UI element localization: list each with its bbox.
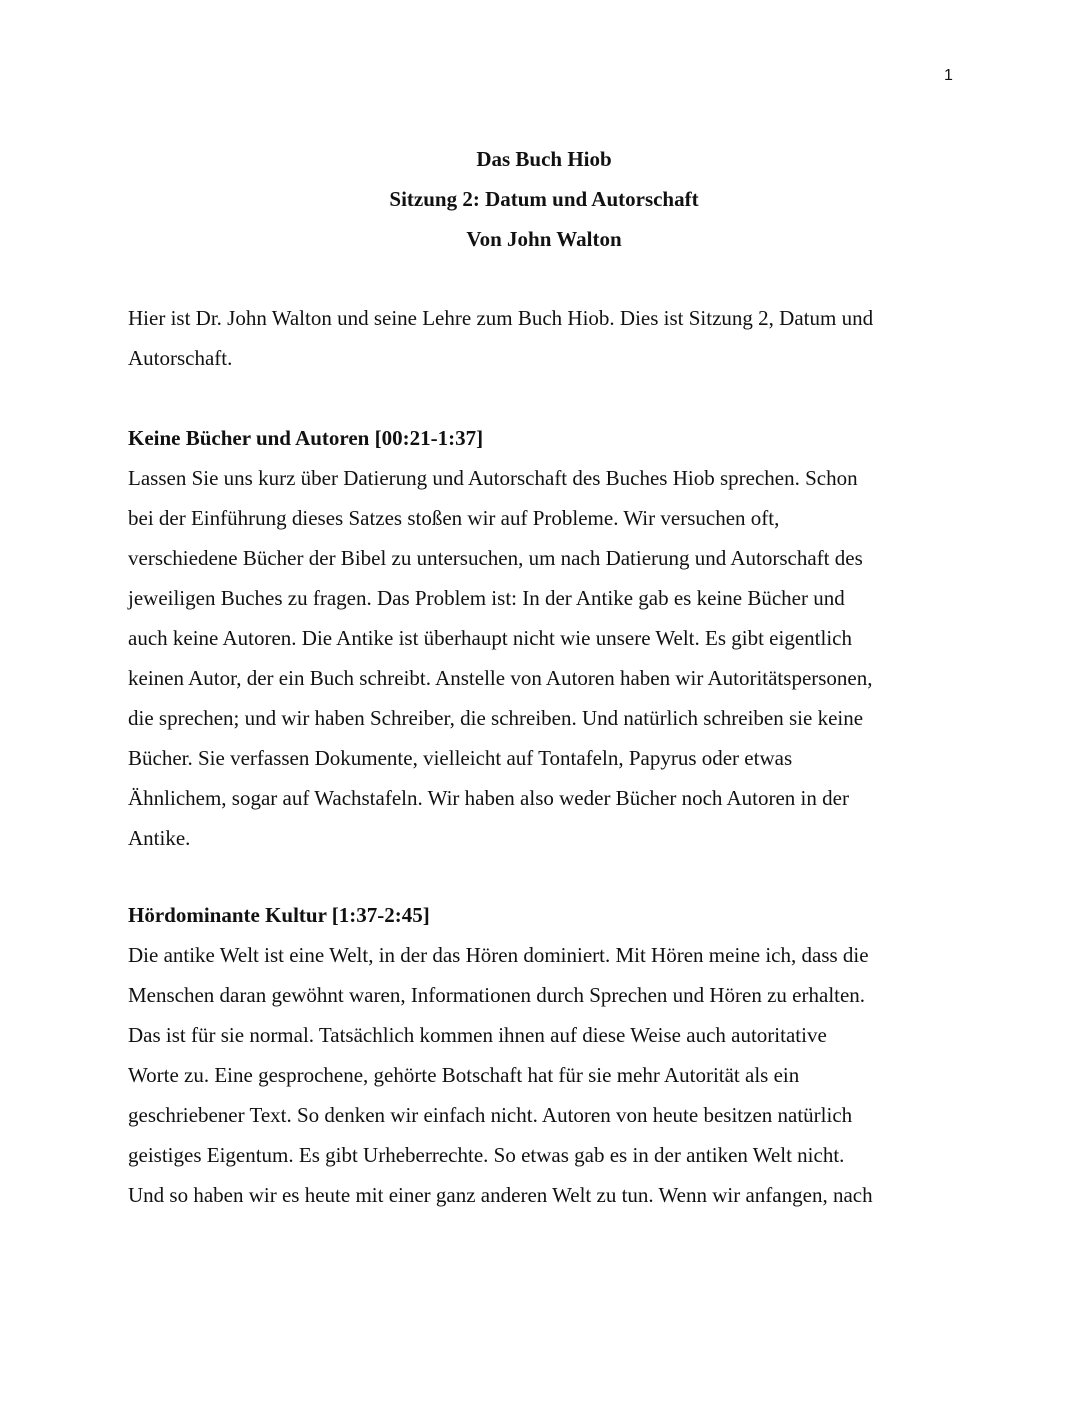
paragraph-line: verschiedene Bücher der Bibel zu untersuchen, um nach Datierung und Autorschaft des (128, 546, 863, 570)
paragraph-line: Worte zu. Eine gesprochene, gehörte Botschaft hat für sie mehr Autorität als ein (128, 1063, 800, 1087)
section-heading: Keine Bücher und Autoren [00:21-1:37] (128, 426, 484, 450)
paragraph-line: Die antike Welt ist eine Welt, in der das Hören dominiert. Mit Hören meine ich, dass die (128, 943, 869, 967)
paragraph-line: geschriebener Text. So denken wir einfach nicht. Autoren von heute besitzen natürlich (128, 1103, 853, 1127)
section-heading: Hördominante Kultur [1:37-2:45] (128, 903, 430, 927)
paragraph-line: bei der Einführung dieses Satzes stoßen wir auf Probleme. Wir versuchen oft, (128, 506, 780, 530)
paragraph-line: Autorschaft. (128, 346, 233, 370)
paragraph-line: Lassen Sie uns kurz über Datierung und Autorschaft des Buches Hiob sprechen. Schon (128, 466, 858, 490)
paragraph-line: geistiges Eigentum. Es gibt Urheberrechte. So etwas gab es in der antiken Welt nicht. (128, 1143, 845, 1167)
section-hearing-dominant-culture (128, 899, 958, 1219)
paragraph-line: jeweiligen Buches zu fragen. Das Problem ist: In der Antike gab es keine Bücher und (128, 586, 845, 610)
paragraph-line: Ähnlichem, sogar auf Wachstafeln. Wir haben also weder Bücher noch Autoren in der (128, 786, 849, 810)
paragraph-line: Hier ist Dr. John Walton und seine Lehre zum Buch Hiob. Dies ist Sitzung 2, Datum und (128, 306, 874, 330)
paragraph-line: Antike. (128, 826, 191, 850)
paragraph-line: die sprechen; und wir haben Schreiber, die schreiben. Und natürlich schreiben sie keine (128, 706, 864, 730)
document-title-block (0, 144, 1088, 264)
paragraph-line: Und so haben wir es heute mit einer ganz anderen Welt zu tun. Wenn wir anfangen, nach (128, 1183, 873, 1207)
paragraph-line: Menschen daran gewöhnt waren, Informationen durch Sprechen und Hören zu erhalten. (128, 983, 866, 1007)
document-author: Von John Walton (466, 227, 622, 251)
paragraph-line: keinen Autor, der ein Buch schreibt. Anstelle von Autoren haben wir Autoritätspersonen, (128, 666, 873, 690)
paragraph-line: Bücher. Sie verfassen Dokumente, vielleicht auf Tontafeln, Papyrus oder etwas (128, 746, 793, 770)
paragraph-line: Das ist für sie normal. Tatsächlich kommen ihnen auf diese Weise auch autoritative (128, 1023, 827, 1047)
intro-paragraph (128, 302, 958, 382)
page-number: 1 (944, 67, 953, 84)
paragraph-line: auch keine Autoren. Die Antike ist überhaupt nicht wie unsere Welt. Es gibt eigentlich (128, 626, 852, 650)
document-title: Das Buch Hiob (476, 147, 612, 171)
document-subtitle: Sitzung 2: Datum und Autorschaft (389, 187, 699, 211)
section-no-books-and-authors (128, 422, 958, 862)
